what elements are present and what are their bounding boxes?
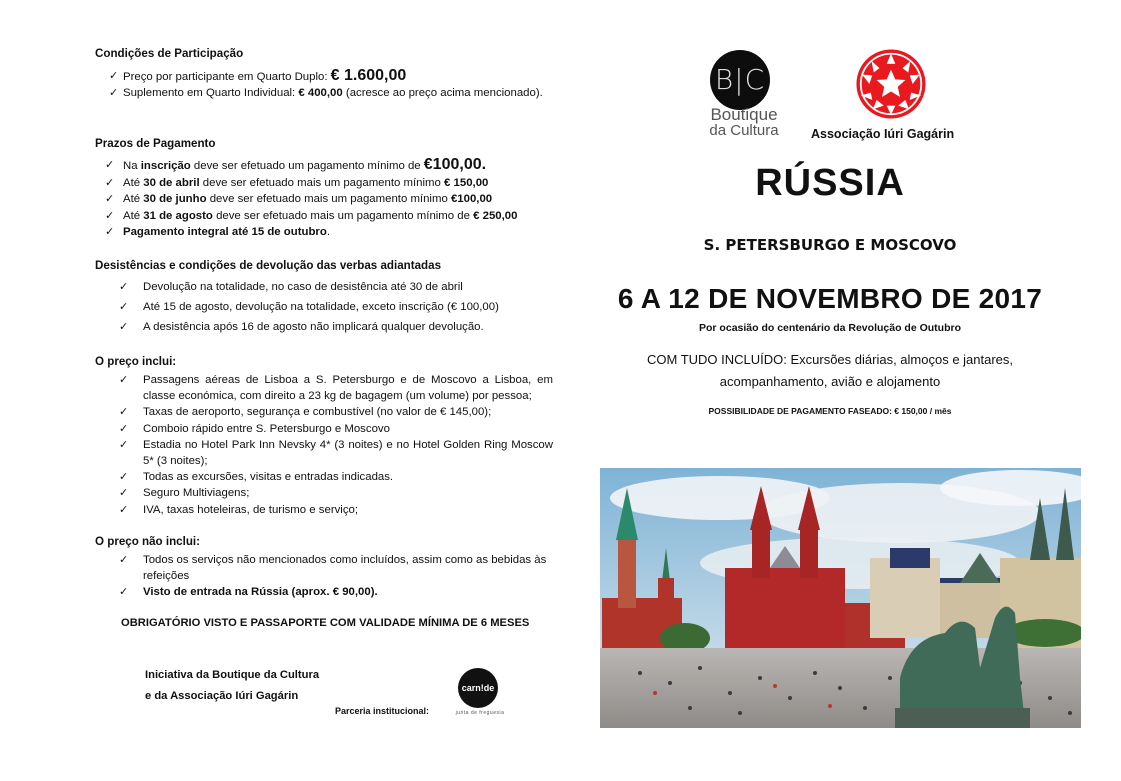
initiative-line: e da Associação Iúri Gagárin (145, 690, 299, 702)
carnide-logo-subtext: junta de freguesia (455, 710, 505, 716)
trip-dates: 6 A 12 DE NOVEMBRO DE 2017 (617, 283, 1043, 314)
checkmark-icon: ✓ (109, 87, 119, 99)
checkmark-icon: ✓ (119, 438, 129, 451)
page-title: RÚSSIA (755, 162, 905, 204)
all-included-note: COM TUDO INCLUÍDO: Excursões diárias, almoços e jantares, acompanhamento, avião e alojamento (646, 352, 1014, 389)
item-bold: 31 de agosto (143, 209, 213, 222)
list-item (95, 68, 555, 85)
item-bold: 30 de abril (143, 176, 200, 189)
list-item (95, 437, 553, 469)
checkmark-icon: ✓ (119, 374, 129, 386)
deadlines-list (95, 157, 555, 241)
item-text: Até (123, 176, 144, 189)
item-text: deve ser efetuado mais um pagamento mínimo de (212, 209, 474, 222)
item-text: A desistência após 16 de agosto não implicará qualquer devolução. (143, 321, 484, 333)
carnide-logo-disc: carn!de (458, 668, 498, 708)
association-name: Associação Iúri Gagárin (811, 127, 955, 141)
list-item (95, 421, 553, 437)
checkmark-icon: ✓ (119, 321, 129, 333)
red-star-logo-icon (855, 48, 927, 120)
section-title: Condições de Participação (95, 47, 244, 60)
partner-label: Parceria institucional: (335, 706, 430, 716)
item-text: Visto de entrada na Rússia (aprox. € 90,00). (143, 586, 378, 599)
checkmark-icon: ✓ (105, 226, 115, 238)
excludes-list (95, 552, 553, 601)
checkmark-icon: ✓ (119, 503, 129, 516)
price-excludes (95, 534, 553, 601)
carnide-logo (446, 664, 514, 718)
item-bold: Pagamento integral até 15 de outubro (123, 226, 327, 238)
list-item (95, 157, 555, 175)
list-item (95, 552, 553, 584)
list-item (95, 208, 555, 225)
item-text: Taxas de aeroporto, segurança e combustível (no valor de € 145,00); (143, 406, 492, 419)
item-text: deve ser efetuado mais um pagamento mínimo (199, 176, 445, 189)
conditions-list (95, 68, 555, 101)
item-text: Suplemento em Quarto Individual: (123, 87, 299, 99)
item-amount: €100,00. (423, 156, 487, 173)
red-square-photo (600, 468, 1081, 728)
list-item (95, 502, 553, 518)
logo-word: da Cultura (709, 122, 779, 139)
cancellations-list (95, 277, 555, 337)
item-bold: inscrição (140, 160, 191, 172)
checkmark-icon: ✓ (119, 586, 129, 599)
list-item (95, 469, 553, 485)
item-amount: € 250,00 (473, 209, 518, 222)
checkmark-icon: ✓ (119, 487, 129, 500)
logo-monogram: B|C (714, 63, 766, 96)
logo-word: Boutique (710, 105, 778, 124)
checkmark-icon: ✓ (105, 209, 115, 222)
cancellation-conditions (95, 258, 555, 337)
checkmark-icon: ✓ (119, 406, 129, 419)
list-item (95, 277, 555, 297)
item-text: Até (123, 193, 144, 205)
initiative-line: Iniciativa da Boutique da Cultura (145, 669, 320, 681)
checkmark-icon: ✓ (105, 159, 115, 171)
boutique-da-cultura-logo (700, 47, 784, 143)
item-text: Devolução na totalidade, no caso de desistência até 30 de abril (143, 281, 463, 293)
section-title: Prazos de Pagamento (95, 137, 216, 150)
list-item (95, 175, 555, 192)
list-item (95, 297, 555, 317)
item-text: Todas as excursões, visitas e entradas indicadas. (143, 471, 394, 484)
item-amount: € 150,00 (444, 176, 489, 189)
item-amount: €100,00 (450, 193, 493, 205)
item-text: deve ser efetuado um pagamento mínimo de (190, 160, 424, 172)
item-bold: 30 de junho (143, 193, 207, 205)
item-text: Seguro Multiviagens; (143, 487, 250, 500)
list-item (95, 584, 553, 600)
checkmark-icon: ✓ (119, 301, 129, 313)
item-text: Todos os serviços não mencionados como incluídos, assim como as bebidas às refeições (143, 554, 547, 583)
item-text: Passagens aéreas de Lisboa a S. Petersburgo e de Moscovo a Lisboa, em classe económica, com direito a 23 kg de bagagem (um volume) por pessoa; (143, 374, 553, 403)
occasion-note: Por ocasião do centenário da Revolução de Outubro (699, 322, 961, 334)
checkmark-icon: ✓ (119, 471, 129, 484)
mandatory-notice: OBRIGATÓRIO VISTO E PASSAPORTE COM VALIDADE MÍNIMA DE 6 MESES (121, 617, 530, 629)
checkmark-icon: ✓ (105, 193, 115, 205)
list-item (95, 372, 553, 404)
initiative-credit (145, 665, 319, 707)
list-item (95, 191, 555, 208)
item-text: deve ser efetuado mais um pagamento mínimo (206, 193, 451, 205)
item-text: Até (123, 209, 144, 222)
single-supplement-price: € 400,00 (298, 87, 343, 99)
item-text: Comboio rápido entre S. Petersburgo e Moscovo (143, 422, 390, 435)
section-title: O preço inclui: (95, 355, 177, 368)
list-item (95, 485, 553, 501)
checkmark-icon: ✓ (105, 176, 115, 189)
checkmark-icon: ✓ (119, 281, 129, 293)
list-item (95, 224, 555, 241)
payment-deadlines (95, 136, 555, 241)
list-item (95, 404, 553, 420)
price-includes (95, 354, 553, 518)
item-text-tail: (acresce ao preço acima mencionado). (342, 87, 543, 99)
item-text: . (326, 226, 330, 238)
double-room-price: € 1.600,00 (330, 67, 407, 84)
phased-payment-note: POSSIBILIDADE DE PAGAMENTO FASEADO: € 150,00 / mês (708, 406, 952, 416)
item-text: Estadia no Hotel Park Inn Nevsky 4* (3 noites) e no Hotel Golden Ring Moscow 5* (3 noites); (143, 438, 553, 468)
item-text: Preço por participante em Quarto Duplo: (123, 71, 331, 83)
item-text: Na (123, 160, 141, 172)
section-title: Desistências e condições de devolução das verbas adiantadas (95, 259, 442, 272)
item-text: IVA, taxas hoteleiras, de turismo e serviço; (143, 503, 359, 516)
destination-subtitle: S. PETERSBURGO E MOSCOVO (703, 236, 957, 254)
includes-list (95, 372, 553, 518)
list-item (95, 85, 555, 101)
section-title: O preço não inclui: (95, 535, 201, 548)
list-item (95, 317, 555, 337)
checkmark-icon: ✓ (119, 554, 129, 566)
participation-conditions (95, 46, 555, 101)
checkmark-icon: ✓ (119, 422, 129, 435)
item-text: Até 15 de agosto, devolução na totalidade, exceto inscrição (€ 100,00) (143, 301, 499, 313)
checkmark-icon: ✓ (109, 70, 119, 82)
